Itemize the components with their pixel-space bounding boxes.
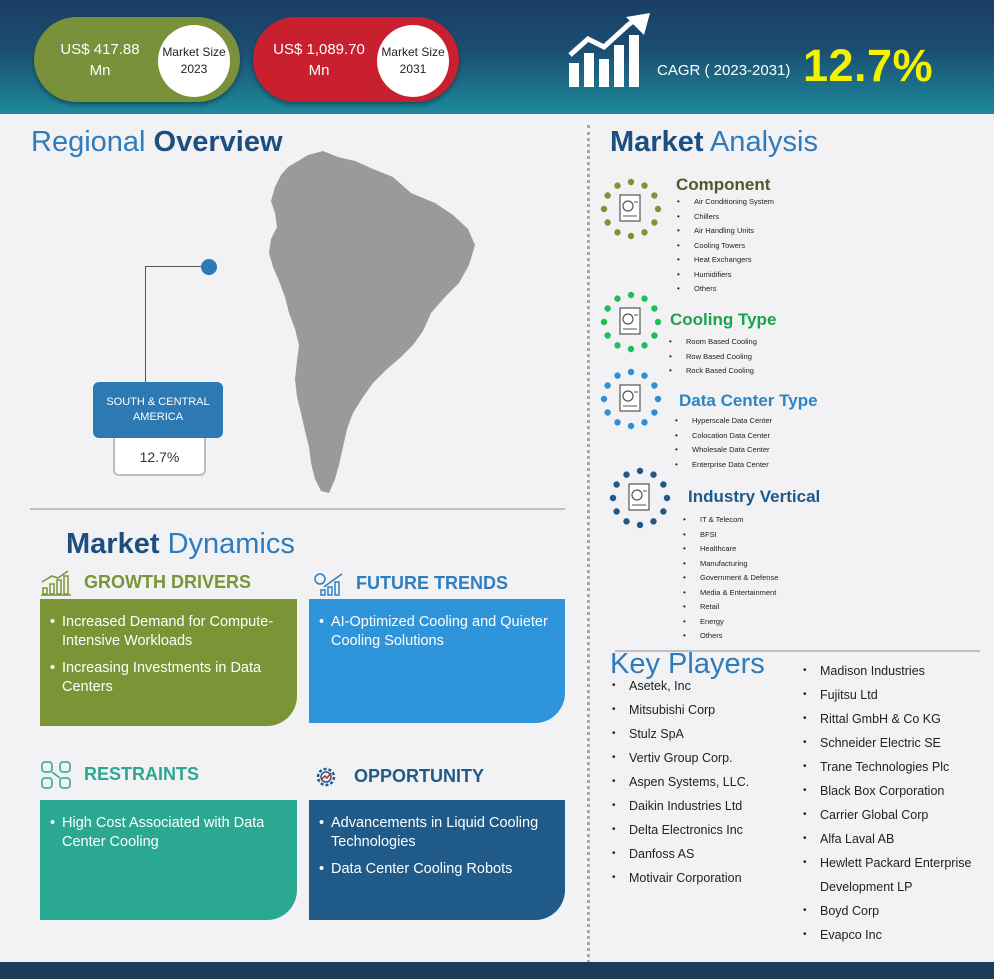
- regional-title-part-b: Overview: [153, 126, 283, 158]
- trend-icon: [312, 571, 344, 597]
- ring-dot: [637, 468, 643, 474]
- connector-line-h: [145, 266, 207, 267]
- industry-vertical-segment-icon: [609, 467, 671, 529]
- key-player-item: • Asetek, Inc: [612, 674, 749, 698]
- ring-dot: [664, 495, 670, 501]
- market-analysis-title: [610, 126, 818, 159]
- market-size-2031-pill: [253, 17, 459, 102]
- ring-dot: [604, 219, 610, 225]
- ring-dot: [614, 295, 620, 301]
- ring-dot: [641, 295, 647, 301]
- ring-dot: [604, 192, 610, 198]
- cagr-value: 12.7%: [803, 40, 934, 91]
- cooling-type-item: • Row Based Cooling: [669, 350, 757, 365]
- restraints-card: [40, 800, 297, 920]
- data-center-type-item: • Enterprise Data Center: [675, 458, 772, 473]
- component-segment-icon: [600, 178, 662, 240]
- restraint-item: • High Cost Associated with Data Center Cooling: [50, 814, 283, 852]
- ring-dot: [660, 508, 666, 514]
- key-players-list-right: [803, 659, 983, 947]
- gear-icon: [310, 763, 342, 791]
- growth-driver-item: • Increased Demand for Compute-Intensive Workloads: [50, 613, 283, 651]
- growth-drivers-card: [40, 599, 297, 726]
- regional-overview-title: [31, 126, 283, 159]
- ring-dot: [628, 369, 634, 375]
- restraints-title: RESTRAINTS: [84, 763, 200, 784]
- dynamics-title-part-a: Market: [66, 528, 160, 560]
- future-trends-heading: [312, 571, 508, 597]
- south-america-map: [263, 147, 483, 497]
- ring-dot: [613, 481, 619, 487]
- industry-vertical-item: • Manufacturing: [683, 557, 778, 572]
- growth-drivers-title: GROWTH DRIVERS: [84, 571, 252, 592]
- ring-dot: [628, 346, 634, 352]
- growth-driver-item: • Increasing Investments in Data Centers: [50, 659, 283, 697]
- cagr-label: CAGR ( 2023-2031): [657, 62, 791, 79]
- ring-dot: [601, 396, 607, 402]
- ring-dot: [641, 342, 647, 348]
- ring-dot: [651, 382, 657, 388]
- market-size-2031-label: Market Size 2031: [377, 25, 449, 97]
- analysis-title-part-a: Market: [610, 126, 704, 158]
- region-marker-dot: [201, 259, 217, 275]
- ring-dot: [655, 319, 661, 325]
- growth-chart-icon: [566, 13, 654, 89]
- ring-dot: [613, 508, 619, 514]
- component-item: • Air Conditioning System: [677, 195, 774, 210]
- ring-dot: [614, 229, 620, 235]
- restraints-heading: [40, 760, 199, 790]
- future-trends-card: [309, 599, 565, 723]
- component-item: • Humidifiers: [677, 268, 774, 283]
- regional-title-part-a: Regional: [31, 126, 146, 158]
- opportunity-card: [309, 800, 565, 920]
- bar-chart-icon: [40, 570, 72, 596]
- industry-vertical-item: • Energy: [683, 615, 778, 630]
- data-center-type-list: [675, 414, 772, 472]
- key-player-item: • Daikin Industries Ltd: [612, 794, 749, 818]
- ring-dot: [601, 206, 607, 212]
- industry-vertical-item: • Others: [683, 629, 778, 644]
- key-player-item: • Aspen Systems, LLC.: [612, 770, 749, 794]
- ring-dot: [651, 192, 657, 198]
- cooling-type-title: Cooling Type: [670, 310, 777, 329]
- ring-dot: [628, 292, 634, 298]
- key-player-item: • Black Box Corporation: [803, 779, 983, 803]
- industry-vertical-item: • Healthcare: [683, 542, 778, 557]
- ring-dot: [641, 182, 647, 188]
- key-player-item: • Alfa Laval AB: [803, 827, 983, 851]
- ring-dot: [604, 409, 610, 415]
- ring-dot: [651, 305, 657, 311]
- key-player-item: • Rittal GmbH & Co KG: [803, 707, 983, 731]
- component-item: • Others: [677, 282, 774, 297]
- opportunity-title: OPPORTUNITY: [354, 765, 485, 786]
- ring-dot: [601, 319, 607, 325]
- industry-vertical-title: Industry Vertical: [688, 487, 821, 506]
- component-title: Component: [676, 175, 771, 194]
- ring-dot: [637, 522, 643, 528]
- key-player-item: • Stulz SpA: [612, 722, 749, 746]
- broken-chain-icon: [40, 760, 72, 790]
- market-size-2023-pill: [34, 17, 240, 102]
- analysis-title-part-b: Analysis: [709, 126, 818, 158]
- ring-dot: [623, 471, 629, 477]
- key-player-item: • Fujitsu Ltd: [803, 683, 983, 707]
- ring-dot: [650, 518, 656, 524]
- connector-line-v: [145, 266, 146, 384]
- ring-dot: [655, 396, 661, 402]
- future-trend-item: • AI-Optimized Cooling and Quieter Cooling Solutions: [319, 613, 551, 651]
- growth-drivers-heading: [40, 570, 251, 596]
- market-size-2023-label: Market Size 2023: [158, 25, 230, 97]
- ring-dot: [614, 182, 620, 188]
- section-divider: [30, 508, 565, 510]
- key-player-item: • Motivair Corporation: [612, 866, 749, 890]
- market-dynamics-title: [66, 528, 295, 561]
- key-player-item: • Schneider Electric SE: [803, 731, 983, 755]
- ring-dot: [610, 495, 616, 501]
- vertical-divider: [587, 125, 590, 970]
- component-list: [677, 195, 774, 297]
- data-center-type-item: • Hyperscale Data Center: [675, 414, 772, 429]
- industry-vertical-item: • BFSI: [683, 528, 778, 543]
- data-center-type-title: Data Center Type: [679, 391, 818, 410]
- key-player-item: • Trane Technologies Plc: [803, 755, 983, 779]
- key-player-item: • Evapco Inc: [803, 923, 983, 947]
- ring-dot: [614, 342, 620, 348]
- industry-vertical-item: • Retail: [683, 600, 778, 615]
- key-players-list-left: [612, 674, 749, 890]
- market-size-2031-value: US$ 1,089.70 Mn: [273, 41, 365, 79]
- component-item: • Chillers: [677, 210, 774, 225]
- data-center-type-item: • Colocation Data Center: [675, 429, 772, 444]
- ring-dot: [651, 332, 657, 338]
- future-trends-title: FUTURE TRENDS: [356, 572, 508, 593]
- key-player-item: • Hewlett Packard Enterprise Development LP: [803, 851, 983, 899]
- key-player-item: • Carrier Global Corp: [803, 803, 983, 827]
- ring-dot: [641, 419, 647, 425]
- cooling-type-item: • Rock Based Cooling: [669, 364, 757, 379]
- key-players-title: Key Players: [610, 648, 765, 680]
- ring-dot: [651, 409, 657, 415]
- key-player-item: • Delta Electronics Inc: [612, 818, 749, 842]
- industry-vertical-list: [683, 513, 778, 644]
- opportunity-heading: [310, 763, 484, 791]
- region-cagr-value: 12.7%: [113, 438, 206, 476]
- component-item: • Heat Exchangers: [677, 253, 774, 268]
- header-banner: [0, 0, 994, 114]
- ring-dot: [660, 481, 666, 487]
- cooling-type-segment-icon: [600, 291, 662, 353]
- industry-vertical-item: • Media & Entertainment: [683, 586, 778, 601]
- data-center-type-item: • Wholesale Data Center: [675, 443, 772, 458]
- ring-dot: [641, 229, 647, 235]
- ring-dot: [641, 372, 647, 378]
- key-player-item: • Danfoss AS: [612, 842, 749, 866]
- data-center-type-segment-icon: [600, 368, 662, 430]
- ring-dot: [604, 382, 610, 388]
- ring-dot: [604, 332, 610, 338]
- opportunity-item: • Data Center Cooling Robots: [319, 860, 551, 879]
- key-player-item: • Mitsubishi Corp: [612, 698, 749, 722]
- ring-dot: [614, 419, 620, 425]
- key-player-item: • Vertiv Group Corp.: [612, 746, 749, 770]
- ring-dot: [628, 423, 634, 429]
- cooling-type-item: • Room Based Cooling: [669, 335, 757, 350]
- ring-dot: [614, 372, 620, 378]
- ring-dot: [650, 471, 656, 477]
- region-name-box: SOUTH & CENTRAL AMERICA: [93, 382, 223, 438]
- component-item: • Cooling Towers: [677, 239, 774, 254]
- industry-vertical-item: • IT & Telecom: [683, 513, 778, 528]
- ring-dot: [604, 305, 610, 311]
- key-player-item: • Madison Industries: [803, 659, 983, 683]
- footer-bar: [0, 962, 994, 979]
- market-size-2023-value: US$ 417.88 Mn: [60, 41, 140, 79]
- key-player-item: • Boyd Corp: [803, 899, 983, 923]
- ring-dot: [655, 206, 661, 212]
- industry-vertical-item: • Government & Defense: [683, 571, 778, 586]
- cooling-type-list: [669, 335, 757, 379]
- ring-dot: [651, 219, 657, 225]
- ring-dot: [623, 518, 629, 524]
- dynamics-title-part-b: Dynamics: [167, 528, 295, 560]
- ring-dot: [628, 179, 634, 185]
- component-item: • Air Handling Units: [677, 224, 774, 239]
- opportunity-item: • Advancements in Liquid Cooling Technologies: [319, 814, 551, 852]
- ring-dot: [628, 233, 634, 239]
